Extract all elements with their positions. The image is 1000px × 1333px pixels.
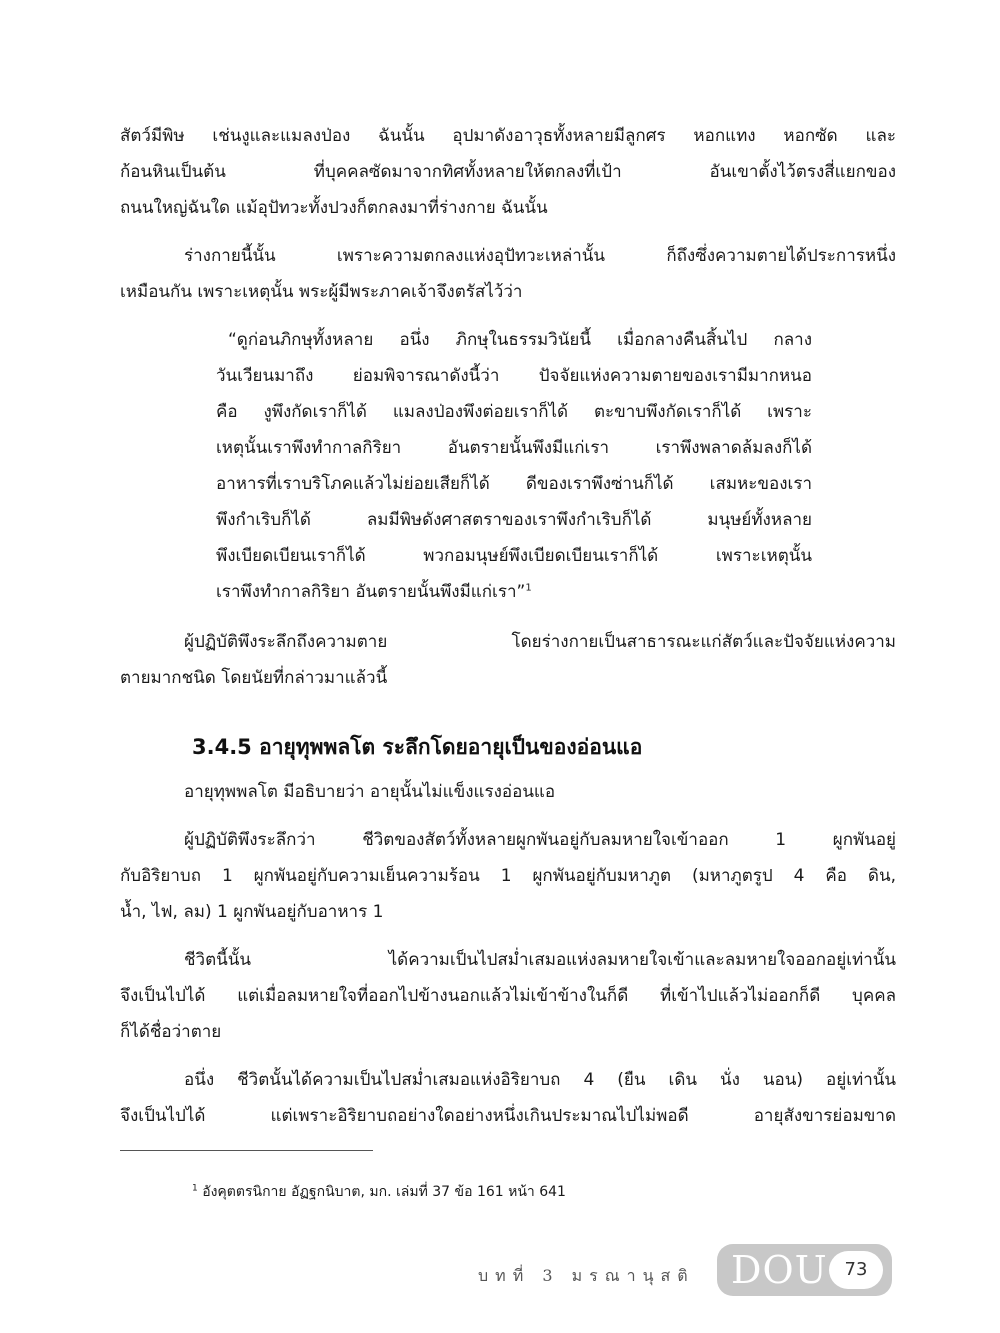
paragraph-1-line-2: ก้อนหินเป็นต้น ที่บุคคลซัดมาจากทิศทั้งหลายให้ตกลงที่เป้า อันเขาตั้งไว้ตรงสี่แยกของ xyxy=(120,162,896,182)
quote-line-5: อาหารที่เราบริโภคแล้วไม่ย่อยเสียก็ได้ ดีของเราพึงซ่านก็ได้ เสมหะของเรา xyxy=(216,474,812,494)
dou-logo: DOU xyxy=(731,1248,828,1292)
paragraph-3-line-2: ตายมากชนิด โดยนัยที่กล่าวมาแล้วนี้ xyxy=(120,668,388,688)
paragraph-7-line-2: จึงเป็นไปได้ แต่เพราะอิริยาบถอย่างใดอย่างหนึ่งเกินประมาณไปไม่พอดี อายุสังขารย่อมขาด xyxy=(120,1106,896,1126)
paragraph-2-line-1: ร่างกายนี้นั้น เพราะความตกลงแห่งอุปัทวะเหล่านั้น ก็ถึงซึ่งความตายได้ประการหนึ่ง xyxy=(184,246,896,266)
paragraph-6-line-3: ก็ได้ชื่อว่าตาย xyxy=(120,1022,222,1042)
paragraph-5-line-1: ผู้ปฏิบัติพึงระลึกว่า ชีวิตของสัตว์ทั้งหลายผูกพันอยู่กับลมหายใจเข้าออก 1 ผูกพันอยู่ xyxy=(184,830,896,850)
paragraph-3-line-1: ผู้ปฏิบัติพึงระลึกถึงความตาย โดยร่างกายเป็นสาธารณะแก่สัตว์และปัจจัยแห่งความ xyxy=(184,632,896,652)
footnote-text: อังคุตตรนิกาย อัฏฐกนิบาต, มก. เล่มที่ 37 ข้อ 161 หน้า 641 xyxy=(202,1184,566,1200)
footnote xyxy=(192,1182,566,1202)
quote-line-3: คือ งูพึงกัดเราก็ได้ แมลงป่องพึงต่อยเราก็ได้ ตะขาบพึงกัดเราก็ได้ เพราะ xyxy=(216,402,812,422)
paragraph-5-line-3: น้ำ, ไฟ, ลม) 1 ผูกพันอยู่กับอาหาร 1 xyxy=(120,902,384,922)
quote-line-2: วันเวียนมาถึง ย่อมพิจารณาดังนี้ว่า ปัจจัยแห่งความตายของเรามีมากหนอ xyxy=(216,366,812,386)
paragraph-1-line-1: สัตว์มีพิษ เช่นงูและแมลงป่อง ฉันนั้น อุปมาดังอาวุธทั้งหลายมีลูกศร หอกแทง หอกซัด และ xyxy=(120,126,896,146)
page-number: 73 xyxy=(829,1251,883,1289)
paragraph-6-line-1: ชีวิตนี้นั้น ได้ความเป็นไปสม่ำเสมอแห่งลมหายใจเข้าและลมหายใจออกอยู่เท่านั้น xyxy=(184,950,896,970)
paragraph-4-line-1: อายุทุพพลโต มีอธิบายว่า อายุนั้นไม่แข็งแรงอ่อนแอ xyxy=(184,782,556,802)
paragraph-2-line-2: เหมือนกัน เพราะเหตุนั้น พระผู้มีพระภาคเจ้าจึงตรัสไว้ว่า xyxy=(120,282,523,302)
paragraph-1-line-3: ถนนใหญ่ฉันใด แม้อุปัทวะทั้งปวงก็ตกลงมาที่ร่างกาย ฉันนั้น xyxy=(120,198,548,218)
paragraph-5-line-2: กับอิริยาบถ 1 ผูกพันอยู่กับความเย็นความร้อน 1 ผูกพันอยู่กับมหาภูต (มหาภูตรูป 4 คือ ดิน, xyxy=(120,866,896,886)
paragraph-7-line-1: อนึ่ง ชีวิตนั้นได้ความเป็นไปสม่ำเสมอแห่งอิริยาบถ 4 (ยืน เดิน นั่ง นอน) อยู่เท่านั้น xyxy=(184,1070,896,1090)
footnote-mark: 1 xyxy=(192,1183,198,1194)
quote-line-6: พึงกำเริบก็ได้ ลมมีพิษดังศาสตราของเราพึงกำเริบก็ได้ มนุษย์ทั้งหลาย xyxy=(216,510,812,530)
page-badge xyxy=(717,1244,892,1296)
footnote-reference[interactable]: 1 xyxy=(525,582,532,594)
quote-line-4: เหตุนั้นเราพึงทำกาลกิริยา อันตรายนั้นพึงมีแก่เรา เราพึงพลาดล้มลงก็ได้ xyxy=(216,438,812,458)
paragraph-6-line-2: จึงเป็นไปได้ แต่เมื่อลมหายใจที่ออกไปข้างนอกแล้วไม่เข้าข้างในก็ดี ที่เข้าไปแล้วไม่ออกก็ดี บุคคล xyxy=(120,986,896,1006)
quote-line-8 xyxy=(216,580,812,604)
quote-line-8-text: เราพึงทำกาลกิริยา อันตรายนั้นพึงมีแก่เรา” xyxy=(216,582,526,602)
running-title: บทที่ 3 มรณานุสติ xyxy=(478,1266,695,1285)
quote-line-7: พึงเบียดเบียนเราก็ได้ พวกอมนุษย์พึงเบียดเบียนเราก็ได้ เพราะเหตุนั้น xyxy=(216,546,812,566)
quote-line-1: “ดูก่อนภิกษุทั้งหลาย อนึ่ง ภิกษุในธรรมวินัยนี้ เมื่อกลางคืนสิ้นไป กลาง xyxy=(228,330,812,350)
footnote-divider xyxy=(120,1150,373,1151)
section-heading: 3.4.5 อายุทุพพลโต ระลึกโดยอายุเป็นของอ่อนแอ xyxy=(192,735,643,759)
